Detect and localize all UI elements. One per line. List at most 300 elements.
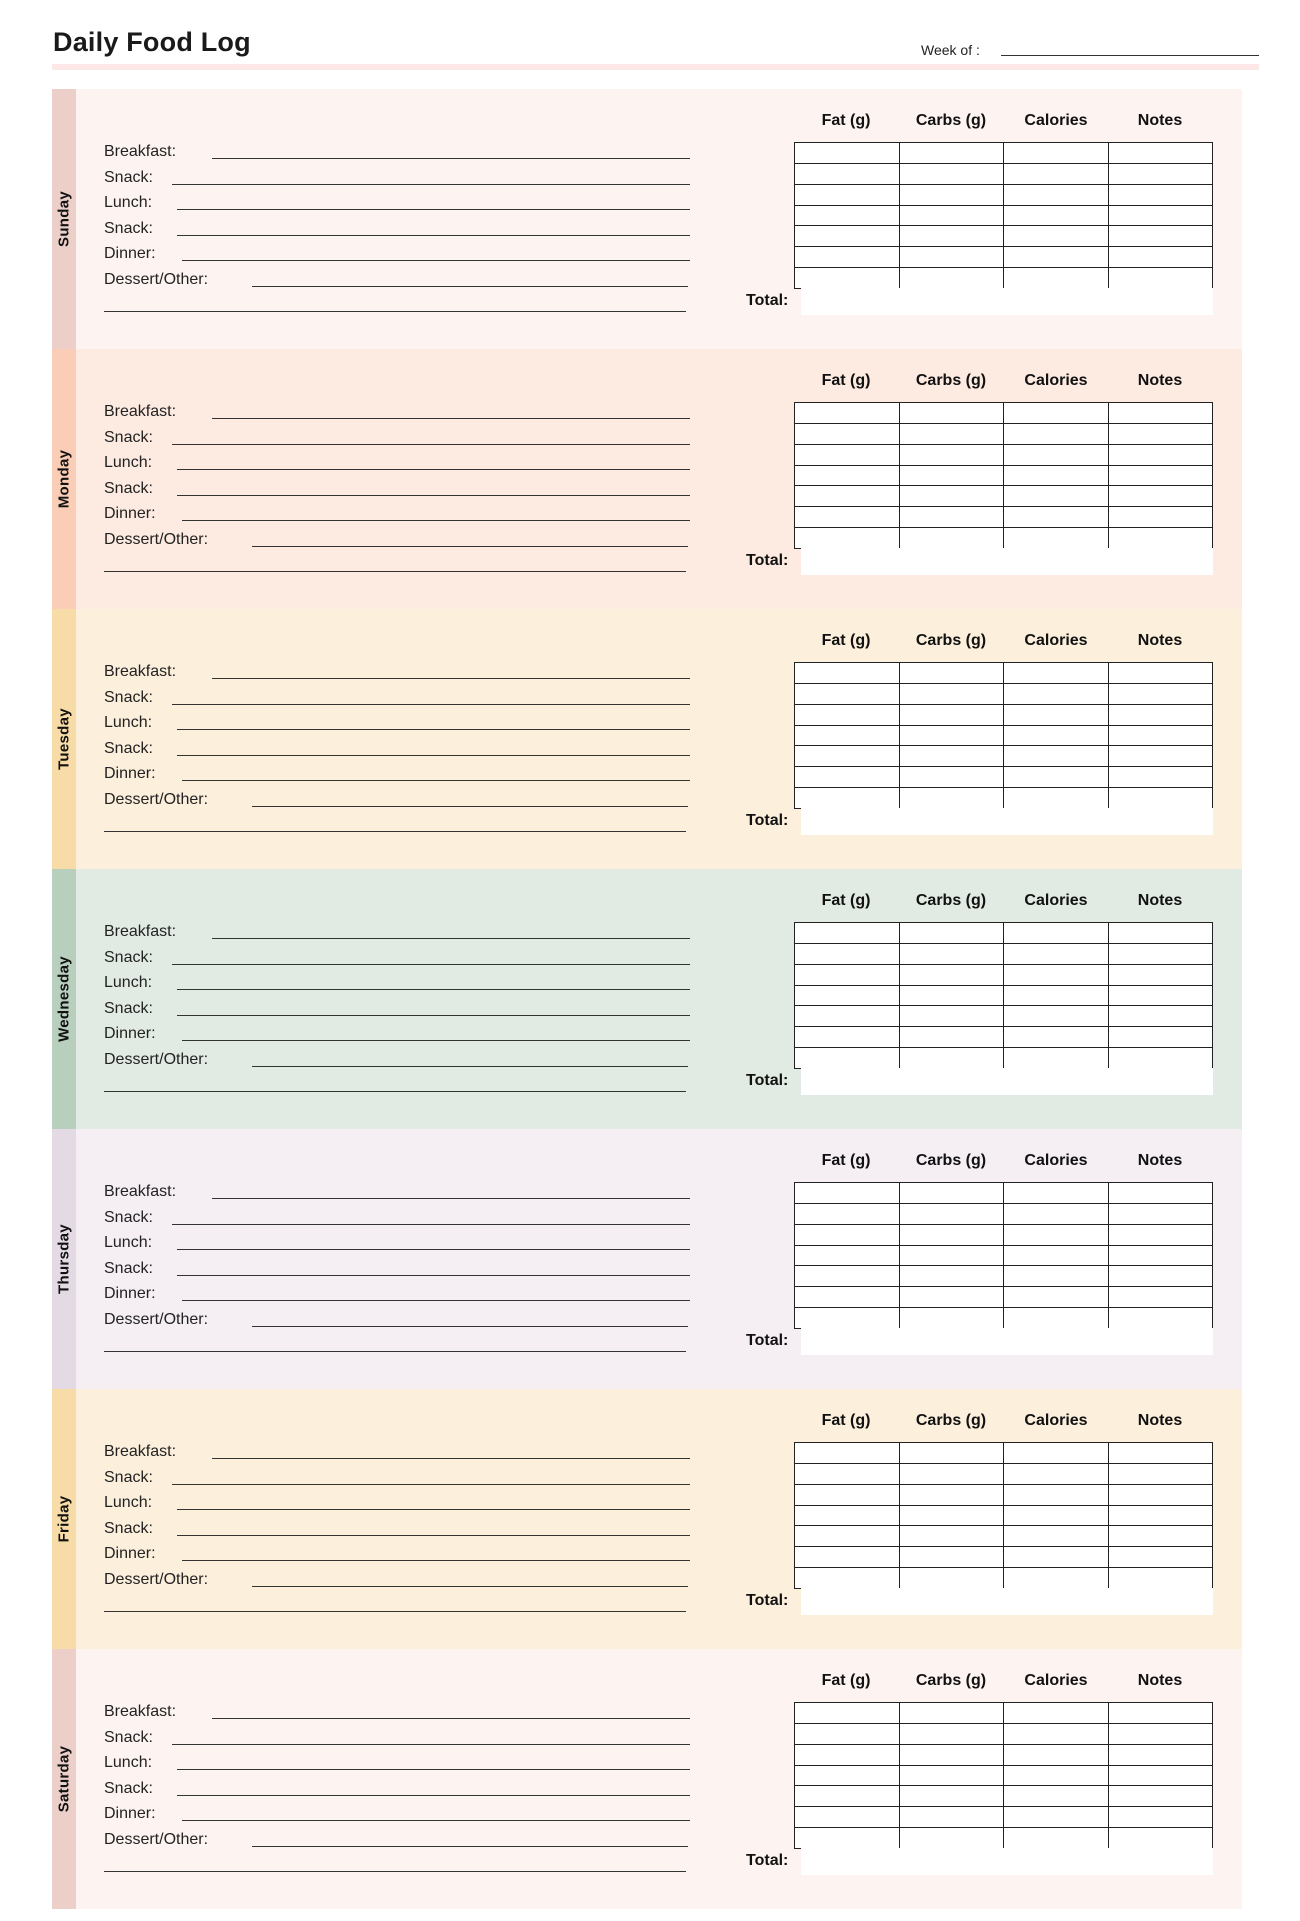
grid-cell[interactable] — [1108, 1006, 1213, 1027]
grid-cell[interactable] — [899, 683, 1004, 704]
grid-cell[interactable] — [795, 268, 900, 289]
grid-cell[interactable] — [1004, 1744, 1109, 1765]
grid-cell[interactable] — [1108, 1245, 1213, 1266]
grid-cell[interactable] — [1004, 683, 1109, 704]
grid-cell[interactable] — [1004, 444, 1109, 465]
meal-entry-line[interactable] — [172, 964, 690, 965]
grid-cell[interactable] — [1004, 184, 1109, 205]
meal-row[interactable] — [104, 194, 690, 216]
grid-cell[interactable] — [1108, 1786, 1213, 1807]
total-field[interactable] — [801, 548, 1213, 575]
grid-cell[interactable] — [1004, 1183, 1109, 1204]
grid-cell[interactable] — [1004, 143, 1109, 164]
grid-cell[interactable] — [899, 964, 1004, 985]
grid-cell[interactable] — [899, 746, 1004, 767]
grid-cell[interactable] — [1004, 1203, 1109, 1224]
grid-cell[interactable] — [1004, 943, 1109, 964]
grid-cell[interactable] — [1108, 1203, 1213, 1224]
grid-cell[interactable] — [899, 985, 1004, 1006]
grid-cell[interactable] — [1108, 943, 1213, 964]
grid-cell[interactable] — [795, 788, 900, 809]
grid-cell[interactable] — [1004, 1484, 1109, 1505]
grid-cell[interactable] — [1108, 1765, 1213, 1786]
meal-entry-line[interactable] — [212, 158, 690, 159]
grid-cell[interactable] — [795, 985, 900, 1006]
grid-cell[interactable] — [795, 403, 900, 424]
meal-row[interactable] — [104, 1805, 690, 1827]
grid-cell[interactable] — [1004, 1463, 1109, 1484]
meal-row[interactable] — [104, 1183, 690, 1205]
extra-entry-line[interactable] — [104, 1611, 686, 1612]
grid-cell[interactable] — [899, 1744, 1004, 1765]
grid-cell[interactable] — [1108, 985, 1213, 1006]
meal-row[interactable] — [104, 1571, 690, 1593]
grid-cell[interactable] — [899, 1807, 1004, 1828]
grid-cell[interactable] — [899, 923, 1004, 944]
grid-cell[interactable] — [1108, 1443, 1213, 1464]
meal-entry-line[interactable] — [172, 184, 690, 185]
grid-cell[interactable] — [1004, 1786, 1109, 1807]
meal-entry-line[interactable] — [177, 729, 690, 730]
meal-entry-line[interactable] — [172, 1224, 690, 1225]
grid-cell[interactable] — [1108, 143, 1213, 164]
grid-cell[interactable] — [1004, 268, 1109, 289]
meal-entry-line[interactable] — [172, 1744, 690, 1745]
grid-cell[interactable] — [795, 444, 900, 465]
grid-cell[interactable] — [1004, 1526, 1109, 1547]
grid-cell[interactable] — [1004, 163, 1109, 184]
grid-cell[interactable] — [1004, 403, 1109, 424]
grid-cell[interactable] — [899, 1224, 1004, 1245]
meal-row[interactable] — [104, 505, 690, 527]
grid-cell[interactable] — [899, 205, 1004, 226]
grid-cell[interactable] — [1004, 1245, 1109, 1266]
meal-entry-line[interactable] — [212, 938, 690, 939]
total-field[interactable] — [801, 1328, 1213, 1355]
grid-cell[interactable] — [1108, 1287, 1213, 1308]
grid-cell[interactable] — [899, 1183, 1004, 1204]
meal-entry-line[interactable] — [182, 1040, 690, 1041]
meal-entry-line[interactable] — [182, 260, 690, 261]
grid-cell[interactable] — [1108, 528, 1213, 549]
grid-cell[interactable] — [795, 226, 900, 247]
meal-row[interactable] — [104, 454, 690, 476]
meal-row[interactable] — [104, 765, 690, 787]
meal-row[interactable] — [104, 1831, 690, 1853]
grid-cell[interactable] — [899, 1505, 1004, 1526]
grid-cell[interactable] — [1108, 1807, 1213, 1828]
grid-cell[interactable] — [795, 163, 900, 184]
meal-row[interactable] — [104, 974, 690, 996]
grid-cell[interactable] — [795, 184, 900, 205]
grid-cell[interactable] — [1004, 1765, 1109, 1786]
meal-row[interactable] — [104, 1209, 690, 1231]
grid-cell[interactable] — [795, 1807, 900, 1828]
grid-cell[interactable] — [899, 1463, 1004, 1484]
grid-cell[interactable] — [899, 507, 1004, 528]
grid-cell[interactable] — [1004, 423, 1109, 444]
grid-cell[interactable] — [795, 507, 900, 528]
meal-entry-line[interactable] — [212, 1458, 690, 1459]
week-of-input-line[interactable] — [1001, 55, 1259, 56]
grid-cell[interactable] — [795, 486, 900, 507]
meal-entry-line[interactable] — [177, 1015, 690, 1016]
grid-cell[interactable] — [1004, 507, 1109, 528]
meal-entry-line[interactable] — [182, 780, 690, 781]
grid-cell[interactable] — [899, 1203, 1004, 1224]
grid-cell[interactable] — [795, 1505, 900, 1526]
meal-row[interactable] — [104, 271, 690, 293]
grid-cell[interactable] — [899, 226, 1004, 247]
meal-entry-line[interactable] — [177, 1769, 690, 1770]
grid-cell[interactable] — [899, 1287, 1004, 1308]
grid-cell[interactable] — [1108, 663, 1213, 684]
grid-cell[interactable] — [899, 268, 1004, 289]
grid-cell[interactable] — [795, 1287, 900, 1308]
grid-cell[interactable] — [1108, 163, 1213, 184]
grid-cell[interactable] — [899, 1484, 1004, 1505]
meal-entry-line[interactable] — [252, 546, 688, 547]
meal-entry-line[interactable] — [212, 1718, 690, 1719]
meal-entry-line[interactable] — [177, 1795, 690, 1796]
total-field[interactable] — [801, 1848, 1213, 1875]
grid-cell[interactable] — [1108, 923, 1213, 944]
grid-cell[interactable] — [1004, 725, 1109, 746]
grid-row — [795, 1027, 1213, 1048]
grid-cell[interactable] — [899, 444, 1004, 465]
meal-entry-line[interactable] — [182, 1820, 690, 1821]
meal-row[interactable] — [104, 1311, 690, 1333]
grid-cell[interactable] — [1108, 964, 1213, 985]
grid-cell[interactable] — [795, 1048, 900, 1069]
meal-row[interactable] — [104, 220, 690, 242]
meal-row[interactable] — [104, 429, 690, 451]
grid-cell[interactable] — [899, 1703, 1004, 1724]
meal-entry-line[interactable] — [182, 1560, 690, 1561]
meal-entry-line[interactable] — [177, 495, 690, 496]
grid-cell[interactable] — [795, 1703, 900, 1724]
total-field[interactable] — [801, 808, 1213, 835]
grid-cell[interactable] — [795, 1183, 900, 1204]
grid-cell[interactable] — [1108, 403, 1213, 424]
meal-row[interactable] — [104, 663, 690, 685]
grid-cell[interactable] — [795, 1006, 900, 1027]
grid-cell[interactable] — [1108, 1027, 1213, 1048]
meal-row[interactable] — [104, 689, 690, 711]
meal-entry-line[interactable] — [172, 704, 690, 705]
grid-cell[interactable] — [1004, 1048, 1109, 1069]
grid-cell[interactable] — [795, 1723, 900, 1744]
meal-entry-line[interactable] — [177, 989, 690, 990]
extra-entry-line[interactable] — [104, 831, 686, 832]
grid-cell[interactable] — [1108, 1828, 1213, 1849]
grid-cell[interactable] — [899, 486, 1004, 507]
meal-entry-line[interactable] — [177, 209, 690, 210]
grid-cell[interactable] — [795, 247, 900, 268]
grid-cell[interactable] — [1108, 1224, 1213, 1245]
grid-cell[interactable] — [795, 964, 900, 985]
grid-cell[interactable] — [795, 423, 900, 444]
grid-cell[interactable] — [1004, 226, 1109, 247]
grid-cell[interactable] — [1108, 1484, 1213, 1505]
total-field[interactable] — [801, 1588, 1213, 1615]
grid-cell[interactable] — [899, 1786, 1004, 1807]
grid-cell[interactable] — [899, 423, 1004, 444]
grid-cell[interactable] — [1108, 247, 1213, 268]
grid-cell[interactable] — [899, 1308, 1004, 1329]
week-of-field[interactable] — [921, 42, 1259, 62]
grid-cell[interactable] — [795, 205, 900, 226]
grid-cell[interactable] — [1004, 985, 1109, 1006]
meal-row[interactable] — [104, 949, 690, 971]
grid-cell[interactable] — [795, 1828, 900, 1849]
meal-entry-line[interactable] — [172, 1484, 690, 1485]
meal-row[interactable] — [104, 1234, 690, 1256]
grid-cell[interactable] — [1004, 1505, 1109, 1526]
grid-cell[interactable] — [795, 1786, 900, 1807]
grid-cell[interactable] — [795, 1547, 900, 1568]
grid-cell[interactable] — [899, 943, 1004, 964]
grid-cell[interactable] — [1108, 268, 1213, 289]
meal-row[interactable] — [104, 1443, 690, 1465]
grid-cell[interactable] — [795, 663, 900, 684]
meal-row[interactable] — [104, 1285, 690, 1307]
grid-cell[interactable] — [899, 1245, 1004, 1266]
meal-row[interactable] — [104, 791, 690, 813]
grid-cell[interactable] — [795, 923, 900, 944]
grid-cell[interactable] — [795, 1245, 900, 1266]
meal-row[interactable] — [104, 403, 690, 425]
meal-row[interactable] — [104, 245, 690, 267]
grid-cell[interactable] — [1108, 486, 1213, 507]
grid-cell[interactable] — [1108, 1505, 1213, 1526]
grid-cell[interactable] — [899, 247, 1004, 268]
grid-cell[interactable] — [795, 1526, 900, 1547]
grid-cell[interactable] — [1108, 683, 1213, 704]
grid-cell[interactable] — [1004, 1006, 1109, 1027]
grid-cell[interactable] — [795, 1308, 900, 1329]
meal-row[interactable] — [104, 169, 690, 191]
grid-cell[interactable] — [795, 1203, 900, 1224]
grid-cell[interactable] — [795, 143, 900, 164]
meal-entry-line[interactable] — [212, 418, 690, 419]
grid-cell[interactable] — [1004, 746, 1109, 767]
meal-entry-line[interactable] — [252, 1586, 688, 1587]
grid-cell[interactable] — [1004, 1568, 1109, 1589]
grid-cell[interactable] — [795, 1027, 900, 1048]
grid-cell[interactable] — [1004, 767, 1109, 788]
meal-entry-line[interactable] — [177, 235, 690, 236]
meal-entry-line[interactable] — [177, 469, 690, 470]
grid-cell[interactable] — [1004, 788, 1109, 809]
grid-cell[interactable] — [1108, 1308, 1213, 1329]
meal-row[interactable] — [104, 714, 690, 736]
grid-cell[interactable] — [1004, 1703, 1109, 1724]
grid-cell[interactable] — [899, 1048, 1004, 1069]
extra-entry-line[interactable] — [104, 1871, 686, 1872]
grid-cell[interactable] — [1108, 1703, 1213, 1724]
grid-cell[interactable] — [1108, 1048, 1213, 1069]
meal-row[interactable] — [104, 143, 690, 165]
grid-cell[interactable] — [899, 528, 1004, 549]
meal-entry-line[interactable] — [212, 1198, 690, 1199]
grid-cell[interactable] — [795, 943, 900, 964]
grid-cell[interactable] — [795, 1765, 900, 1786]
grid-cell[interactable] — [1108, 767, 1213, 788]
grid-cell[interactable] — [795, 1266, 900, 1287]
grid-cell[interactable] — [1004, 1308, 1109, 1329]
meal-row[interactable] — [104, 1051, 690, 1073]
grid-cell[interactable] — [899, 725, 1004, 746]
grid-cell[interactable] — [1004, 528, 1109, 549]
meal-entry-line[interactable] — [182, 520, 690, 521]
grid-cell[interactable] — [899, 704, 1004, 725]
meal-entry-line[interactable] — [252, 1066, 688, 1067]
grid-cell[interactable] — [1108, 226, 1213, 247]
grid-cell[interactable] — [1108, 205, 1213, 226]
meal-row[interactable] — [104, 1754, 690, 1776]
grid-cell[interactable] — [1108, 507, 1213, 528]
grid-cell[interactable] — [1108, 465, 1213, 486]
meal-entry-line[interactable] — [182, 1300, 690, 1301]
grid-cell[interactable] — [795, 767, 900, 788]
grid-cell[interactable] — [1108, 1547, 1213, 1568]
grid-cell[interactable] — [1004, 465, 1109, 486]
grid-cell[interactable] — [1108, 746, 1213, 767]
grid-cell[interactable] — [899, 1526, 1004, 1547]
grid-cell[interactable] — [795, 1463, 900, 1484]
grid-cell[interactable] — [899, 767, 1004, 788]
grid-cell[interactable] — [1108, 704, 1213, 725]
grid-cell[interactable] — [899, 663, 1004, 684]
meal-row[interactable] — [104, 923, 690, 945]
meal-row[interactable] — [104, 1000, 690, 1022]
grid-cell[interactable] — [899, 143, 1004, 164]
grid-cell[interactable] — [795, 1224, 900, 1245]
grid-cell[interactable] — [899, 403, 1004, 424]
total-field[interactable] — [801, 288, 1213, 315]
grid-cell[interactable] — [1004, 1287, 1109, 1308]
grid-cell[interactable] — [1004, 1828, 1109, 1849]
extra-entry-line[interactable] — [104, 1351, 686, 1352]
grid-cell[interactable] — [899, 1723, 1004, 1744]
grid-cell[interactable] — [1108, 1266, 1213, 1287]
grid-cell[interactable] — [899, 1443, 1004, 1464]
grid-cell[interactable] — [1004, 1224, 1109, 1245]
grid-cell[interactable] — [795, 465, 900, 486]
grid-cell[interactable] — [899, 1765, 1004, 1786]
meal-label: Snack: — [104, 220, 153, 237]
grid-cell[interactable] — [1004, 486, 1109, 507]
grid-cell[interactable] — [1108, 1183, 1213, 1204]
grid-cell[interactable] — [1108, 788, 1213, 809]
day-tab — [52, 349, 76, 609]
total-field[interactable] — [801, 1068, 1213, 1095]
grid-cell[interactable] — [1004, 663, 1109, 684]
meal-entry-line[interactable] — [177, 1249, 690, 1250]
meal-entry-line[interactable] — [252, 286, 688, 287]
grid-cell[interactable] — [1108, 1744, 1213, 1765]
grid-cell[interactable] — [795, 1744, 900, 1765]
grid-cell[interactable] — [1004, 205, 1109, 226]
grid-cell[interactable] — [1108, 184, 1213, 205]
grid-cell[interactable] — [1108, 1526, 1213, 1547]
meal-row[interactable] — [104, 740, 690, 762]
grid-cell[interactable] — [899, 1006, 1004, 1027]
grid-row — [795, 1807, 1213, 1828]
meal-row[interactable] — [104, 1780, 690, 1802]
grid-cell[interactable] — [1108, 725, 1213, 746]
meal-row[interactable] — [104, 1025, 690, 1047]
meal-entry-line[interactable] — [252, 1846, 688, 1847]
meal-row[interactable] — [104, 531, 690, 553]
meal-row[interactable] — [104, 1260, 690, 1282]
meal-row[interactable] — [104, 480, 690, 502]
meal-entry-line[interactable] — [172, 444, 690, 445]
meal-row[interactable] — [104, 1729, 690, 1751]
grid-cell[interactable] — [1004, 1266, 1109, 1287]
grid-cell[interactable] — [899, 184, 1004, 205]
grid-cell[interactable] — [1004, 923, 1109, 944]
grid-cell[interactable] — [899, 1027, 1004, 1048]
grid-cell[interactable] — [795, 1484, 900, 1505]
extra-entry-line[interactable] — [104, 311, 686, 312]
meal-entry-line[interactable] — [177, 1535, 690, 1536]
grid-cell[interactable] — [1004, 1027, 1109, 1048]
grid-cell[interactable] — [795, 1443, 900, 1464]
grid-cell[interactable] — [899, 1547, 1004, 1568]
meal-entry-line[interactable] — [212, 678, 690, 679]
grid-cell[interactable] — [899, 1828, 1004, 1849]
grid-cell[interactable] — [1004, 1547, 1109, 1568]
grid-cell[interactable] — [899, 465, 1004, 486]
grid-cell[interactable] — [1004, 1723, 1109, 1744]
grid-cell[interactable] — [1108, 1568, 1213, 1589]
grid-cell[interactable] — [795, 746, 900, 767]
meal-row[interactable] — [104, 1494, 690, 1516]
meal-row[interactable] — [104, 1703, 690, 1725]
meal-row[interactable] — [104, 1545, 690, 1567]
grid-cell[interactable] — [1108, 1463, 1213, 1484]
grid-cell[interactable] — [1108, 423, 1213, 444]
grid-cell[interactable] — [795, 704, 900, 725]
meal-row[interactable] — [104, 1469, 690, 1491]
meal-entry-line[interactable] — [177, 1509, 690, 1510]
meal-entry-line[interactable] — [177, 1275, 690, 1276]
grid-cell[interactable] — [795, 528, 900, 549]
grid-cell[interactable] — [1004, 1443, 1109, 1464]
extra-entry-line[interactable] — [104, 571, 686, 572]
grid-cell[interactable] — [899, 788, 1004, 809]
grid-cell[interactable] — [899, 1568, 1004, 1589]
grid-cell[interactable] — [1108, 444, 1213, 465]
grid-cell[interactable] — [899, 163, 1004, 184]
grid-cell[interactable] — [1004, 1807, 1109, 1828]
grid-cell[interactable] — [899, 1266, 1004, 1287]
grid-cell[interactable] — [1004, 964, 1109, 985]
grid-cell[interactable] — [1108, 1723, 1213, 1744]
extra-entry-line[interactable] — [104, 1091, 686, 1092]
grid-cell[interactable] — [795, 725, 900, 746]
meal-entry-line[interactable] — [252, 1326, 688, 1327]
meal-entry-line[interactable] — [252, 806, 688, 807]
grid-cell[interactable] — [1004, 247, 1109, 268]
grid-cell[interactable] — [1004, 704, 1109, 725]
meal-row[interactable] — [104, 1520, 690, 1542]
grid-cell[interactable] — [795, 1568, 900, 1589]
meal-entry-line[interactable] — [177, 755, 690, 756]
grid-cell[interactable] — [795, 683, 900, 704]
